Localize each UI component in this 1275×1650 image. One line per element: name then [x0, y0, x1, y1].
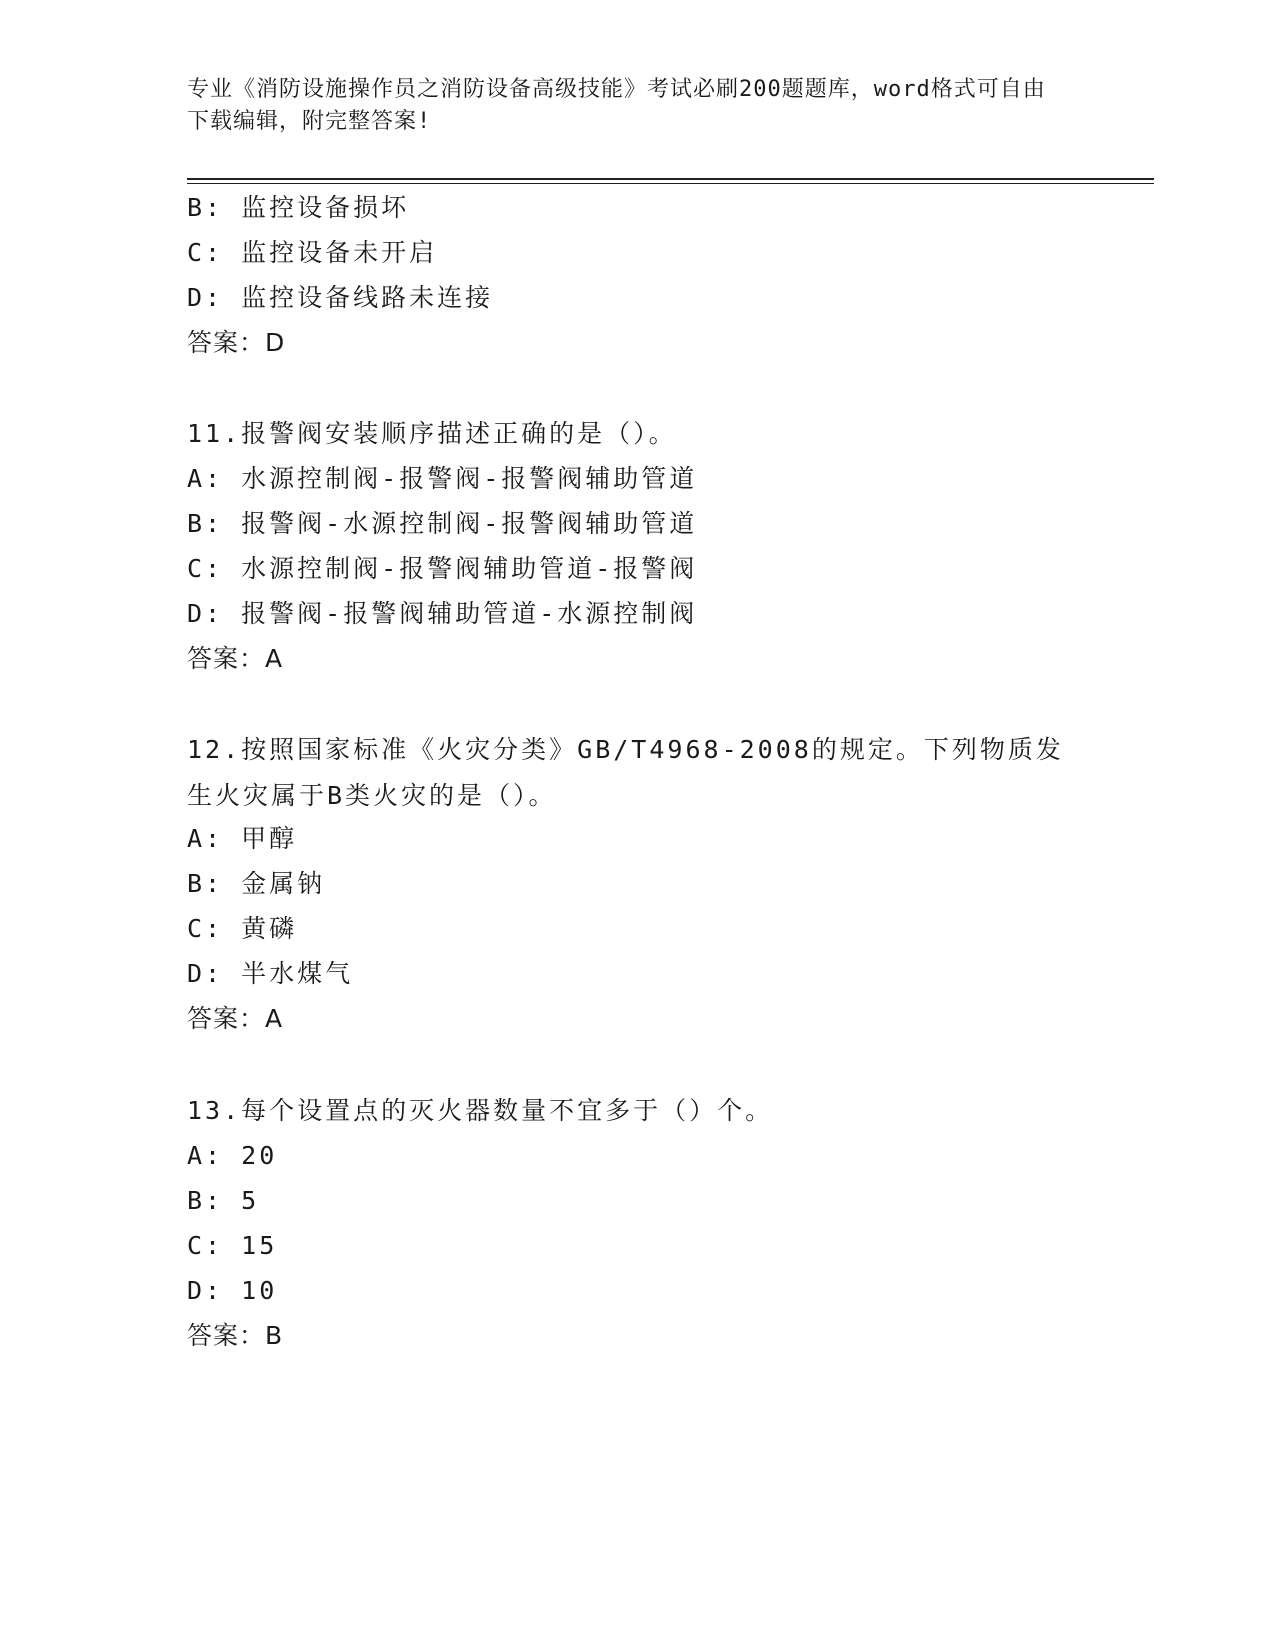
q10-option-c: C: 监控设备未开启	[187, 238, 438, 267]
header-rule-thin	[187, 183, 1154, 184]
q12-answer: 答案：A	[187, 1004, 284, 1033]
q10-option-d: D: 监控设备线路未连接	[187, 283, 494, 312]
document-header: 专业《消防设施操作员之消防设备高级技能》考试必刷200题题库，word格式可自由下载编辑，附完整答案!	[187, 77, 1046, 134]
q13-answer: 答案：B	[187, 1321, 284, 1350]
q13-question: 13.每个设置点的灭火器数量不宜多于（）个。	[187, 1096, 774, 1125]
header-rule-thick	[187, 178, 1154, 180]
q12-option-b: B: 金属钠	[187, 869, 326, 898]
q13-option-c: C: 15	[187, 1231, 278, 1260]
q11-option-c: C: 水源控制阀-报警阀辅助管道-报警阀	[187, 554, 698, 583]
q12-option-d: D: 半水煤气	[187, 959, 354, 988]
q11-option-a: A: 水源控制阀-报警阀-报警阀辅助管道	[187, 464, 698, 493]
q11-option-b: B: 报警阀-水源控制阀-报警阀辅助管道	[187, 509, 698, 538]
q12-option-c: C: 黄磷	[187, 914, 298, 943]
q10-answer: 答案：D	[187, 328, 286, 357]
q11-option-d: D: 报警阀-报警阀辅助管道-水源控制阀	[187, 599, 698, 628]
q11-question: 11.报警阀安装顺序描述正确的是（）。	[187, 419, 677, 448]
q12-option-a: A: 甲醇	[187, 824, 298, 853]
q13-option-d: D: 10	[187, 1276, 278, 1305]
q12-question: 12.按照国家标准《火灾分类》GB/T4968-2008的规定。下列物质发生火灾属于B类火灾的是（）。	[187, 735, 1064, 810]
q13-option-a: A: 20	[187, 1141, 278, 1170]
q13-option-b: B: 5	[187, 1186, 260, 1215]
q10-option-b: B: 监控设备损坏	[187, 193, 410, 222]
q11-answer: 答案：A	[187, 644, 284, 673]
